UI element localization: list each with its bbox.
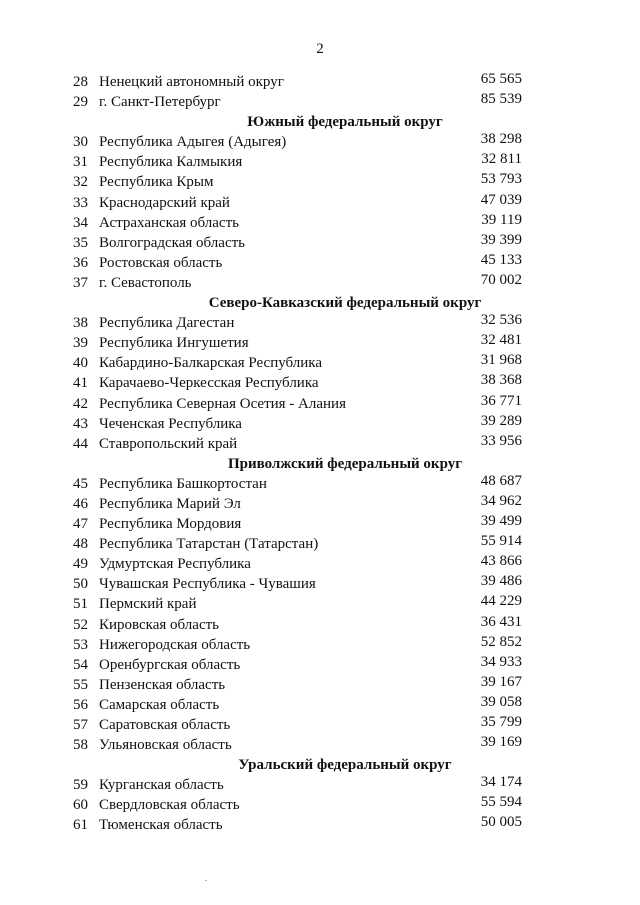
region-name: Самарская область: [99, 696, 220, 713]
region-name: г. Санкт-Петербург: [99, 94, 221, 111]
table-row: [0, 172, 640, 192]
region-value: 35 799: [480, 714, 522, 730]
table-row: [0, 233, 640, 253]
table-row: [0, 333, 640, 353]
row-number: 43: [73, 415, 88, 432]
row-number: 31: [73, 154, 88, 171]
region-name: Курганская область: [99, 777, 224, 794]
table-row: [0, 132, 640, 152]
region-name: Республика Дагестан: [99, 315, 235, 332]
row-number: 57: [73, 717, 88, 733]
region-value: 45 133: [480, 251, 522, 268]
table-row: [0, 574, 640, 594]
district-header: [0, 755, 640, 775]
region-value: 32 536: [480, 312, 522, 329]
row-number: 39: [73, 335, 88, 352]
region-value: 38 298: [480, 131, 522, 148]
region-value: 39 058: [480, 693, 522, 710]
table-row: [0, 474, 640, 494]
row-number: 32: [73, 174, 88, 191]
region-value: 39 167: [480, 673, 522, 690]
row-number: 59: [73, 777, 88, 794]
row-number: 30: [73, 134, 88, 151]
region-name: Оренбургская область: [99, 656, 241, 673]
region-name: Пермский край: [99, 596, 197, 613]
district-header: [0, 454, 640, 474]
table-row: [0, 695, 640, 715]
region-value: 32 811: [481, 151, 522, 168]
table-row: [0, 675, 640, 695]
region-name: Республика Марий Эл: [99, 495, 241, 512]
table-row: [0, 815, 640, 835]
region-value: 48 687: [480, 472, 522, 489]
district-header: [0, 112, 640, 132]
region-value: 32 481: [480, 332, 522, 349]
table-row: [0, 92, 640, 112]
row-number: 45: [73, 475, 88, 492]
region-value: 39 399: [480, 231, 522, 248]
region-name: Свердловская область: [99, 797, 240, 814]
table-row: [0, 615, 640, 635]
table-row: [0, 213, 640, 233]
row-number: 50: [73, 576, 88, 593]
region-name: Ставропольский край: [99, 435, 238, 452]
region-name: Республика Адыгея (Адыгея): [99, 134, 287, 151]
table-row: [0, 635, 640, 655]
table-row: [0, 414, 640, 434]
region-name: Чувашская Республика - Чувашия: [99, 576, 316, 593]
row-number: 36: [73, 254, 88, 271]
region-name: Кировская область: [99, 616, 220, 633]
region-name: Республика Северная Осетия - Алания: [99, 395, 346, 412]
region-name: Республика Ингушетия: [99, 335, 249, 352]
row-number: 35: [73, 234, 88, 251]
row-number: 40: [73, 355, 88, 372]
region-value: 39 486: [480, 573, 522, 590]
table-row: [0, 775, 640, 795]
region-value: 39 289: [480, 412, 522, 429]
region-value: 85 539: [480, 91, 522, 108]
region-name: Чеченская Республика: [99, 415, 242, 432]
region-name: Краснодарский край: [99, 194, 230, 211]
row-number: 44: [73, 435, 88, 452]
table-row: [0, 594, 640, 614]
row-number: 61: [73, 817, 88, 834]
table-row: [0, 193, 640, 213]
table-row: [0, 313, 640, 333]
table-row: [0, 655, 640, 675]
region-table: [0, 72, 640, 836]
region-value: 52 852: [480, 633, 522, 650]
table-row: [0, 253, 640, 273]
row-number: 33: [73, 194, 88, 211]
table-row: [0, 273, 640, 293]
table-row: [0, 394, 640, 414]
scan-speck: [205, 880, 207, 881]
row-number: 53: [73, 636, 88, 653]
row-number: 58: [73, 737, 88, 754]
region-name: Ненецкий автономный округ: [99, 74, 284, 90]
table-row: [0, 534, 640, 554]
region-value: 50 005: [480, 814, 522, 831]
region-value: 55 914: [480, 533, 522, 550]
region-value: 47 039: [480, 191, 522, 208]
region-name: Республика Татарстан (Татарстан): [99, 536, 319, 553]
row-number: 29: [73, 94, 88, 111]
district-header: [0, 293, 640, 313]
table-row: [0, 554, 640, 574]
region-name: Ростовская область: [99, 254, 223, 271]
region-name: Республика Башкортостан: [99, 475, 267, 492]
table-row: [0, 514, 640, 534]
region-name: Волгоградская область: [99, 234, 245, 251]
region-name: Удмуртская Республика: [99, 556, 251, 573]
row-number: 54: [73, 656, 88, 673]
district-title: Уральский федеральный округ: [238, 757, 452, 774]
row-number: 55: [73, 676, 88, 693]
page-number: 2: [316, 41, 324, 57]
table-row: [0, 735, 640, 755]
region-value: 39 499: [480, 513, 522, 530]
region-value: 34 933: [480, 653, 522, 670]
region-value: 36 431: [480, 613, 522, 630]
region-name: Республика Калмыкия: [99, 154, 243, 171]
table-row: [0, 494, 640, 514]
region-value: 34 962: [480, 492, 522, 509]
table-row: [0, 373, 640, 393]
table-row: [0, 795, 640, 815]
region-name: Саратовская область: [99, 717, 231, 733]
region-value: 55 594: [480, 794, 522, 811]
district-title: Северо-Кавказский федеральный округ: [208, 295, 482, 312]
region-value: 70 002: [480, 271, 522, 288]
region-value: 31 968: [480, 352, 522, 369]
region-value: 44 229: [480, 593, 522, 610]
row-number: 42: [73, 395, 88, 412]
region-name: Республика Мордовия: [99, 516, 242, 533]
region-value: 34 174: [480, 774, 522, 791]
table-row: [0, 152, 640, 172]
row-number: 52: [73, 616, 88, 633]
region-name: Нижегородская область: [99, 636, 251, 653]
row-number: 49: [73, 556, 88, 573]
region-name: Кабардино-Балкарская Республика: [99, 355, 323, 372]
row-number: 48: [73, 536, 88, 553]
region-value: 39 119: [481, 211, 522, 228]
region-value: 36 771: [480, 392, 522, 409]
row-number: 56: [73, 696, 88, 713]
row-number: 60: [73, 797, 88, 814]
district-title: Южный федеральный округ: [247, 114, 443, 131]
row-number: 34: [73, 214, 88, 231]
region-name: Тюменская область: [99, 817, 223, 834]
row-number: 47: [73, 516, 88, 533]
table-row: [0, 72, 640, 92]
row-number: 51: [73, 596, 88, 613]
district-title: Приволжский федеральный округ: [227, 455, 463, 472]
region-value: 33 956: [480, 432, 522, 449]
table-row: [0, 715, 640, 735]
region-name: Карачаево-Черкесская Республика: [99, 375, 319, 392]
row-number: 37: [73, 274, 88, 291]
region-name: Астраханская область: [99, 214, 239, 231]
row-number: 41: [73, 375, 88, 392]
region-value: 65 565: [480, 71, 522, 87]
row-number: 46: [73, 495, 88, 512]
table-row: [0, 434, 640, 454]
region-name: Пензенская область: [99, 676, 226, 693]
row-number: 38: [73, 315, 88, 332]
region-value: 38 368: [480, 372, 522, 389]
region-value: 53 793: [480, 171, 522, 188]
table-row: [0, 353, 640, 373]
region-name: Республика Крым: [99, 174, 214, 191]
region-value: 43 866: [480, 553, 522, 570]
region-name: г. Севастополь: [99, 274, 192, 291]
region-name: Ульяновская область: [99, 737, 232, 754]
row-number: 28: [73, 74, 88, 90]
region-value: 39 169: [480, 734, 522, 751]
